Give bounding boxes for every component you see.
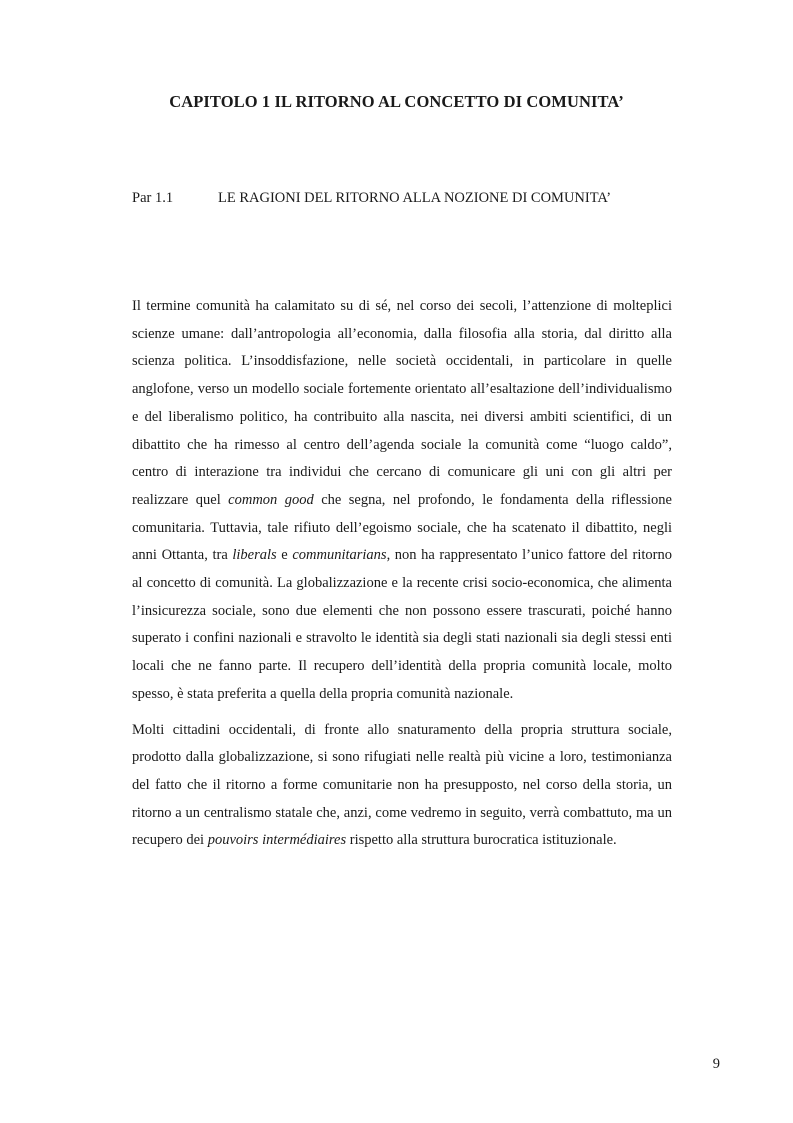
paragraph-text: rispetto alla struttura burocratica istituzionale. (346, 832, 617, 849)
section-heading (132, 190, 611, 207)
body-text (132, 293, 672, 855)
paragraph-text: e (276, 547, 293, 564)
paragraph-text: Il termine comunità ha calamitato su di sé, nel corso dei secoli, l’attenzione di molteplici scienze umane: dall’antropologia all’economia, dalla filosofia alla storia, dal diritto alla scienza politica. L’insoddisfazione, nelle società occidentali, in particolare in quelle anglofone, verso un modello sociale fortemente orientato all’esaltazione dell’individualismo e del liberalismo politico, ha contribuito alla nascita, nei diversi ambiti scientifici, di un dibattito che ha rimesso al centro dell’agenda sociale la comunità come “luogo caldo”, centro di interazione tra individui che cercano di comunicare gli uni con gli altri per realizzare quel (132, 298, 672, 508)
italic-term-common-good: common good (228, 491, 314, 508)
chapter-title: CAPITOLO 1 IL RITORNO AL CONCETTO DI COMUNITA’ (169, 92, 624, 111)
paragraph-text: che segna, nel profondo, le fondamenta della riflessione comunitaria. Tuttavia, tale rifiuto dell’egoismo sociale, che ha scatenato il dibattito, negli anni Ottanta, tra (132, 491, 672, 564)
paragraph-1 (132, 293, 672, 709)
paragraph-text: Molti cittadini occidentali, di fronte allo snaturamento della propria struttura sociale, prodotto dalla globalizzazione, si sono rifugiati nelle realtà più vicine a loro, testimonianza del fatto che il ritorno a forme comunitarie non ha presupposto, nel corso della storia, un ritorno a un centralismo statale che, anzi, come vedremo in seguito, verrà combattuto, ma un recupero dei (132, 721, 672, 849)
section-number: Par 1.1 (132, 190, 174, 206)
paragraph-2 (132, 717, 672, 856)
italic-term-liberals: liberals (232, 547, 277, 564)
page-number: 9 (712, 1056, 720, 1072)
section-title: LE RAGIONI DEL RITORNO ALLA NOZIONE DI COMUNITA’ (218, 190, 612, 206)
italic-term-pouvoirs-intermediaires: pouvoirs intermédiaires (207, 832, 347, 849)
paragraph-text: , non ha rappresentato l’unico fattore del ritorno al concetto di comunità. La globalizzazione e la recente crisi socio-economica, che alimenta l’insicurezza sociale, sono due elementi che non possono essere trascurati, poiché hanno superato i confini nazionali e stravolto le identità sia degli stati nazionali sia degli stessi enti locali che ne fanno parte. Il recupero dell’identità della propria comunità locale, molto spesso, è stata preferita a quella della propria comunità nazionale. (132, 547, 673, 702)
italic-term-communitarians: communitarians (292, 547, 387, 564)
